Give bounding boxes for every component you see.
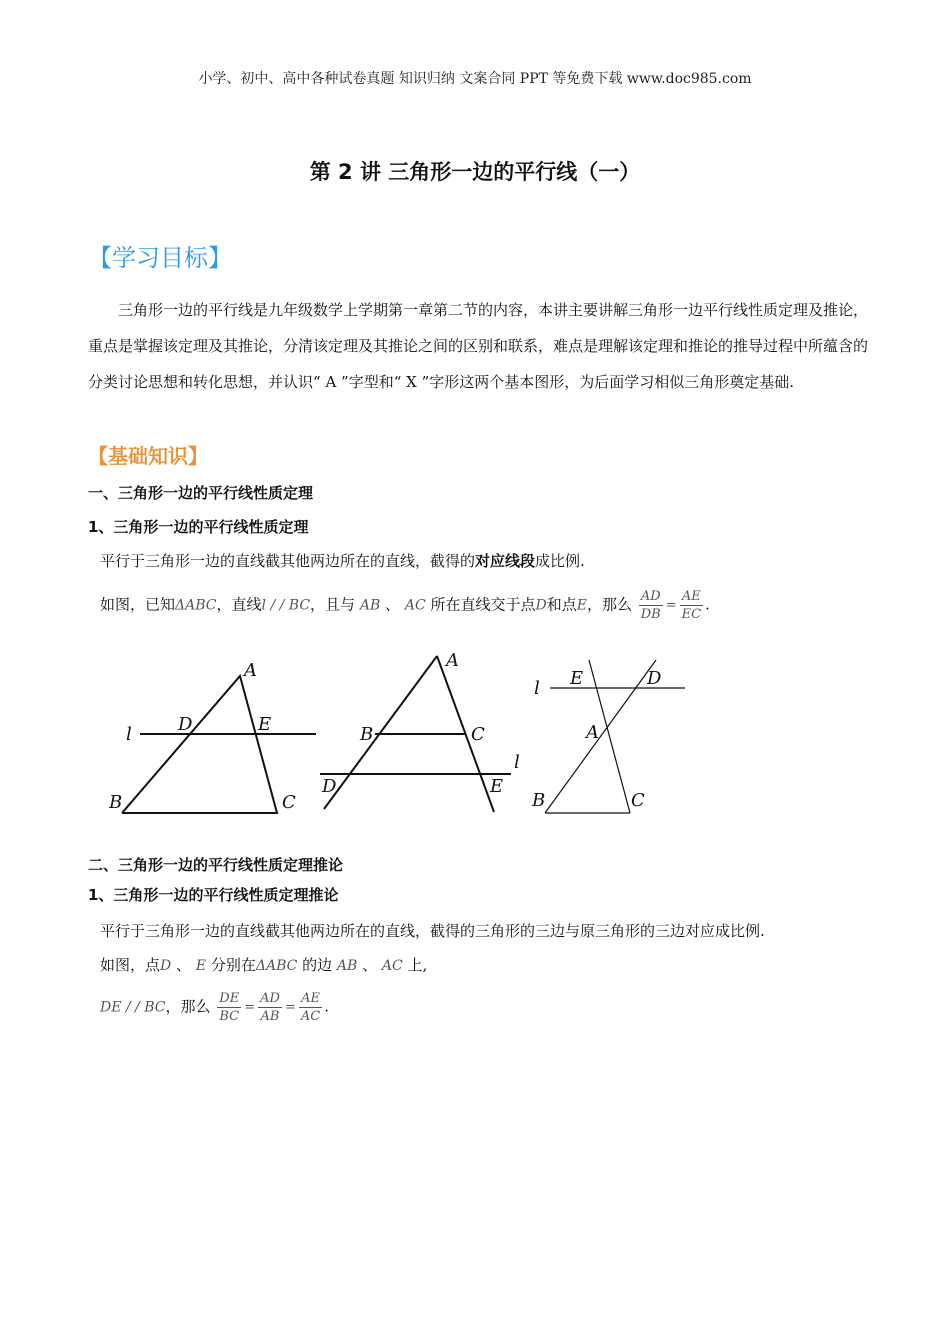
section2-example-line1	[100, 954, 427, 975]
fig3-label-l: l	[534, 678, 540, 699]
statement-end-text: 成比例.	[535, 552, 585, 570]
equals-sign: =	[284, 1000, 296, 1015]
example-text: 的边	[302, 956, 333, 974]
math-d: D	[160, 958, 172, 974]
math-d: D	[535, 597, 547, 614]
example-text: ，那么	[586, 595, 632, 614]
math-de-parallel-bc: DE / / BC	[100, 999, 166, 1016]
example-text: ，直线	[216, 595, 262, 614]
period: .	[324, 997, 329, 1016]
learning-goals-heading: 【学习目标】	[88, 244, 232, 272]
fig1-label-b: B	[109, 792, 123, 813]
geometry-figures	[0, 640, 950, 830]
fraction-ad-ab: $\frac{AD}{AB}$	[260, 991, 280, 1024]
fraction-de-bc: $\frac{DE}{BC}$	[219, 991, 240, 1024]
fig3-label-a: A	[586, 722, 599, 743]
fig1-label-e: E	[258, 714, 272, 735]
math-e: E	[576, 597, 587, 614]
equals-sign: =	[665, 598, 677, 613]
basics-heading: 【基础知识】	[88, 444, 208, 468]
page-header: 小学、初中、高中各种试卷真题 知识归纳 文案合同 PPT 等免费下载 www.doc985.com	[198, 71, 752, 87]
section2-example-line2	[100, 990, 329, 1025]
example-text: 和点	[546, 595, 577, 614]
math-ab: AB	[336, 958, 358, 974]
fig2-label-d: D	[322, 776, 337, 797]
triangle-1	[122, 676, 277, 813]
fig1-label-a: A	[244, 660, 257, 681]
fig3-label-d: D	[647, 668, 662, 689]
fig1-label-c: C	[282, 792, 296, 813]
fig2-label-l: l	[514, 752, 520, 773]
example-text: 、	[362, 956, 378, 974]
math-e: E	[195, 958, 207, 974]
fig3-label-b: B	[532, 790, 546, 811]
fraction-ad-db: $\frac{AD}{DB}$	[640, 589, 661, 622]
example-text: 如图，已知	[100, 595, 176, 614]
statement-bold-text: 对应线段	[475, 552, 536, 570]
fig1-label-l: l	[126, 724, 132, 745]
example-text: ，那么	[165, 997, 211, 1016]
section2-statement: 平行于三角形一边的直线截其他两边所在的直线，截得的三角形的三边与原三角形的三边对应成比例.	[100, 922, 765, 940]
math-triangle: ΔABC	[175, 597, 217, 614]
math-ab: AB	[359, 597, 381, 614]
math-ac: AC	[381, 958, 403, 974]
example-text: ，且与	[310, 595, 356, 614]
learning-goals-paragraph: 三角形一边的平行线是九年级数学上学期第一章第二节的内容，本讲主要讲解三角形一边平行线性质定理及推论，重点是掌握该定理及其推论，分清该定理及其推论之间的区别和联系，难点是理解该定理和推论的推导过程中所蕴含的分类讨论思想和转化思想，并认识“ A ”字型和“ X ”字形这两个基本图形，为后面学习相似三角形奠定基础.	[88, 301, 869, 391]
example-text: 如图，点	[100, 956, 161, 974]
fig2-label-b: B	[360, 724, 374, 745]
period: .	[705, 595, 710, 614]
fig2-label-e: E	[490, 776, 504, 797]
section2-title: 二、三角形一边的平行线性质定理推论	[88, 856, 344, 874]
example-text: 所在直线交于点	[430, 595, 536, 614]
math-parallel: l / / BC	[261, 597, 311, 614]
fig3-label-e: E	[570, 668, 584, 689]
fraction-ae-ec: $\frac{AE}{EC}$	[681, 589, 702, 622]
fraction-ae-ac: $\frac{AE}{AC}$	[300, 991, 321, 1024]
section1-title: 一、三角形一边的平行线性质定理	[88, 484, 314, 502]
fig1-label-d: D	[178, 714, 193, 735]
equals-sign: =	[244, 1000, 256, 1015]
section2-subtitle: 1、三角形一边的平行线性质定理推论	[88, 886, 339, 904]
statement-text: 平行于三角形一边的直线截其他两边所在的直线，截得的	[100, 552, 476, 570]
section1-statement	[100, 550, 585, 571]
section1-example	[100, 588, 710, 623]
math-triangle: ΔABC	[255, 958, 298, 974]
page-title: 第 2 讲 三角形一边的平行线（一）	[309, 160, 641, 184]
side-ab-2	[324, 656, 437, 809]
fig2-label-c: C	[471, 724, 485, 745]
section1-subtitle: 1、三角形一边的平行线性质定理	[88, 518, 309, 536]
math-ac: AC	[404, 597, 426, 614]
example-text: 、	[385, 595, 401, 614]
example-text: 分别在	[210, 956, 256, 974]
fig2-label-a: A	[446, 650, 459, 671]
example-text: 上,	[407, 956, 428, 974]
figure-3	[545, 660, 685, 813]
example-text: 、	[176, 956, 192, 974]
fig3-label-c: C	[631, 790, 645, 811]
